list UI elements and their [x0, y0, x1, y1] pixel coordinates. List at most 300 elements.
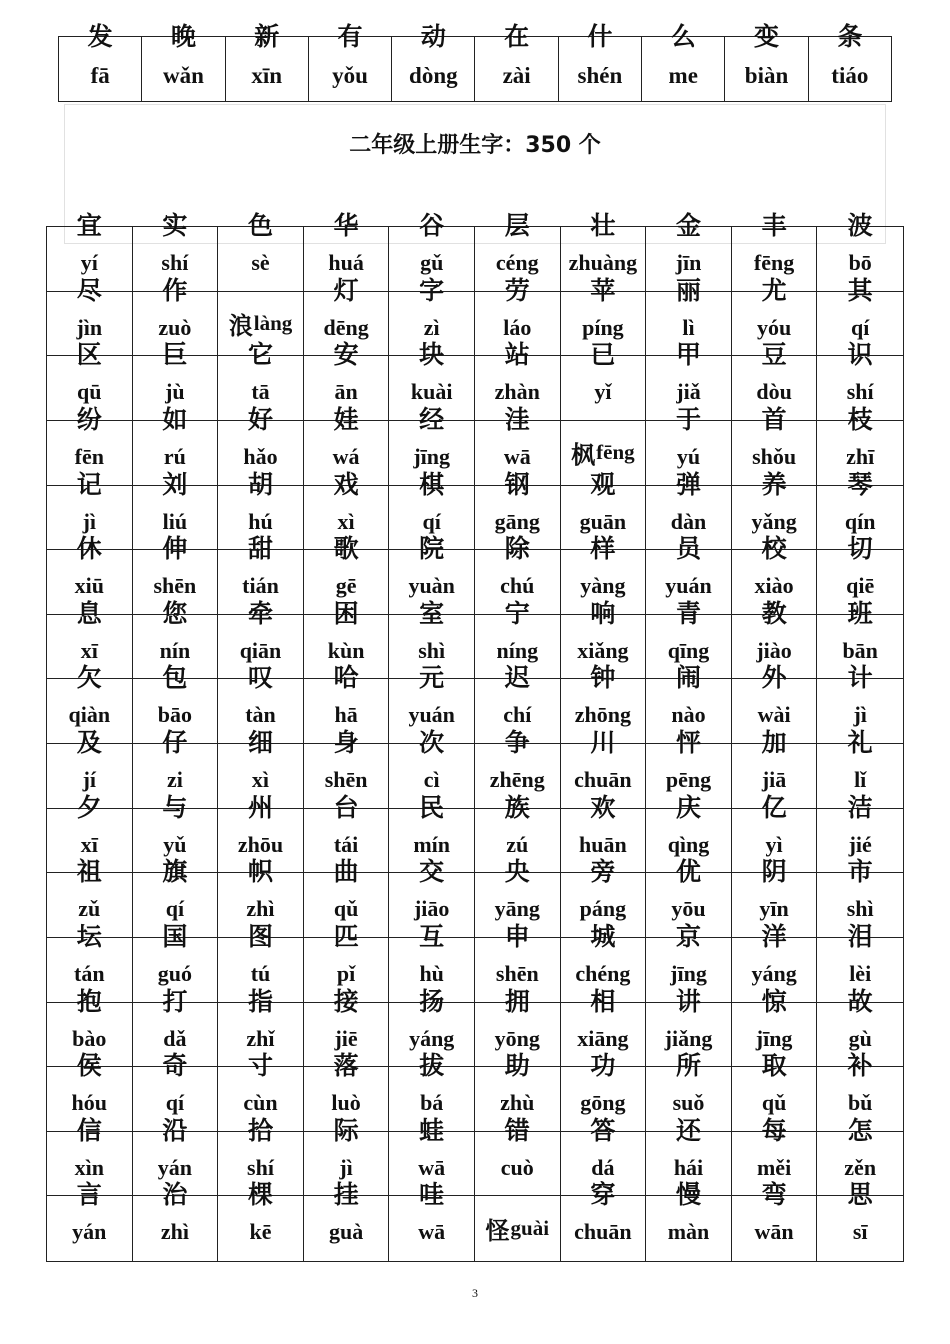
hanzi-character: 已	[590, 340, 616, 370]
hanzi-character: 波	[847, 211, 873, 240]
hanzi-character: 员	[675, 534, 701, 564]
pinyin-label: yāng	[494, 896, 540, 922]
pinyin-label: pēng	[665, 767, 712, 792]
pinyin-label: cuò	[500, 1154, 534, 1180]
hanzi-character: 宁	[504, 598, 530, 628]
pinyin-label: wài	[757, 702, 791, 728]
hanzi-character: 旗	[162, 857, 188, 887]
hanzi-character: 身	[333, 728, 359, 757]
pinyin-label: zhōu	[237, 831, 284, 857]
pinyin-label: zhōng	[574, 702, 632, 728]
hanzi-character: 穿	[590, 1180, 616, 1210]
hanzi-character: 块	[419, 340, 445, 370]
pinyin-label: píng	[582, 314, 624, 340]
pinyin-label: yǎng	[751, 508, 797, 534]
pinyin-label: zhàn	[494, 379, 540, 405]
pinyin-label: shì	[846, 896, 874, 922]
hanzi-character: 州	[247, 792, 273, 822]
pinyin-label: xiào	[754, 573, 794, 599]
pinyin-label: màn	[667, 1219, 710, 1245]
pinyin-label: shì	[418, 637, 446, 663]
pinyin-label: láo	[503, 314, 532, 340]
hanzi-character: 答	[590, 1115, 616, 1145]
pinyin-label: jīng	[670, 960, 707, 986]
hanzi-character: 治	[162, 1180, 188, 1210]
pinyin-label: nào	[671, 702, 706, 728]
pinyin-label: dǎ	[163, 1025, 187, 1051]
pinyin-label: bō	[848, 250, 872, 275]
pinyin-label: hóu	[71, 1090, 108, 1116]
pinyin-label: lì	[682, 314, 695, 340]
pinyin-label: tiáo	[831, 63, 869, 88]
top-strip-cell	[725, 22, 808, 101]
hanzi-character: 哇	[419, 1180, 445, 1210]
pinyin-label: xīn	[251, 63, 283, 88]
pinyin-label: hā	[334, 702, 358, 728]
hanzi-character: 落	[333, 1051, 359, 1081]
pinyin-label: dòu	[756, 379, 792, 405]
hanzi-character: 条	[837, 22, 863, 51]
top-strip-cell	[559, 22, 642, 101]
pinyin-label: hù	[419, 960, 444, 986]
hanzi-character: 晚	[170, 22, 196, 51]
pinyin-label: wǎn	[162, 63, 204, 88]
hanzi-character: 院	[419, 534, 445, 564]
hanzi-character: 民	[419, 792, 445, 822]
pinyin-label: shí	[846, 379, 874, 405]
top-strip-cell	[142, 22, 225, 101]
hanzi-character: 安	[333, 340, 359, 370]
hanzi-character: 班	[847, 598, 873, 628]
pinyin-label: yuàn	[408, 573, 455, 599]
pinyin-label: xiāng	[577, 1025, 629, 1051]
pinyin-label: guó	[157, 960, 193, 986]
pinyin-label: guài	[510, 1216, 550, 1241]
hanzi-character: 细	[247, 728, 273, 757]
pinyin-label: cì	[423, 767, 440, 792]
hanzi-character: 站	[504, 340, 530, 370]
hanzi-character: 礼	[847, 728, 873, 757]
hanzi-character: 计	[847, 663, 873, 693]
hanzi-character: 灯	[333, 275, 359, 305]
hanzi-character: 它	[247, 340, 273, 370]
pinyin-label: zhī	[846, 443, 875, 469]
pinyin-label: gē	[335, 573, 357, 599]
pinyin-label: lǐ	[854, 767, 867, 792]
hanzi-character: 伸	[162, 534, 188, 564]
hanzi-character: 尤	[761, 275, 787, 305]
hanzi-character: 打	[162, 986, 188, 1016]
pinyin-label: zǔ	[78, 896, 101, 922]
pinyin-label: qí	[851, 314, 870, 340]
grid-cell	[389, 1180, 475, 1261]
hanzi-character: 族	[504, 792, 530, 822]
hanzi-character: 响	[590, 598, 616, 628]
pinyin-label: xì	[337, 508, 355, 534]
pinyin-label: qǔ	[761, 1090, 787, 1116]
pinyin-label: rú	[163, 443, 186, 469]
hanzi-character: 所	[675, 1051, 701, 1081]
pinyin-label: jìn	[76, 314, 103, 340]
hanzi-character: 字	[419, 275, 445, 305]
pinyin-label: jiǎ	[676, 379, 701, 405]
hanzi-character: 样	[590, 534, 616, 564]
pinyin-label: zhì	[246, 896, 275, 922]
pinyin-label: yán	[72, 1219, 107, 1245]
hanzi-character: 怎	[847, 1115, 873, 1145]
pinyin-label: páng	[579, 896, 627, 922]
grid-cell	[218, 1180, 304, 1261]
hanzi-character: 拾	[247, 1115, 273, 1145]
hanzi-character: 色	[247, 211, 273, 240]
pinyin-label: huān	[579, 831, 627, 857]
hanzi-character: 刘	[162, 469, 188, 499]
hanzi-character: 巨	[162, 340, 188, 370]
hanzi-character: 作	[162, 275, 188, 305]
pinyin-label: yì	[765, 831, 783, 857]
hanzi-character: 京	[675, 921, 701, 951]
pinyin-label: qìng	[667, 831, 710, 857]
pinyin-label: shí	[247, 1154, 274, 1180]
hanzi-character: 么	[670, 22, 696, 51]
hanzi-character: 哈	[333, 663, 359, 693]
pinyin-label: lèi	[849, 960, 872, 986]
grid-cell	[646, 1180, 732, 1261]
hanzi-character: 际	[333, 1115, 359, 1145]
pinyin-label: jiā	[761, 767, 787, 792]
hanzi-character: 层	[504, 211, 530, 240]
pinyin-label: hú	[248, 508, 273, 534]
pinyin-label: yuán	[665, 573, 712, 599]
pinyin-label: qiān	[239, 637, 282, 663]
hanzi-character: 教	[761, 598, 787, 628]
pinyin-label: liú	[162, 508, 188, 534]
hanzi-character: 阴	[761, 857, 787, 887]
hanzi-character: 丰	[761, 211, 787, 240]
pinyin-label: zěn	[844, 1154, 877, 1180]
pinyin-label: chí	[503, 702, 532, 728]
hanzi-character: 庆	[675, 792, 701, 822]
hanzi-character: 琴	[847, 469, 873, 499]
hanzi-character: 您	[162, 598, 188, 628]
pinyin-label: jù	[165, 379, 185, 405]
hanzi-character: 新	[254, 22, 280, 51]
hanzi-character: 观	[590, 469, 616, 499]
hanzi-character: 扬	[419, 986, 445, 1016]
pinyin-label: shén	[577, 63, 623, 88]
pinyin-label: tàn	[245, 702, 276, 728]
hanzi-character: 城	[590, 921, 616, 951]
pinyin-label: qí	[165, 1090, 185, 1116]
pinyin-label: qiē	[846, 573, 875, 599]
hanzi-character: 讲	[675, 986, 701, 1016]
pinyin-label: dòng	[409, 63, 458, 88]
hanzi-character: 弹	[675, 469, 701, 499]
hanzi-character: 帜	[247, 857, 273, 887]
pinyin-label: zi	[166, 767, 183, 792]
hanzi-character: 助	[504, 1051, 530, 1081]
hanzi-character: 弯	[761, 1180, 787, 1210]
hanzi-character: 错	[504, 1115, 530, 1145]
hanzi-character: 泪	[847, 921, 873, 951]
hanzi-character: 拔	[419, 1051, 445, 1081]
pinyin-label: yán	[157, 1154, 193, 1180]
hanzi-character: 娃	[333, 404, 359, 434]
hanzi-character: 交	[419, 857, 445, 887]
page-number: 3	[472, 1286, 478, 1300]
hanzi-character: 好	[247, 404, 273, 434]
hanzi-character: 蛙	[419, 1115, 445, 1145]
pinyin-label: wā	[503, 443, 531, 469]
grid-cell	[47, 1180, 133, 1261]
pinyin-label: hǎo	[243, 443, 278, 469]
hanzi-character: 钟	[590, 663, 616, 693]
top-strip-cell	[642, 22, 725, 101]
pinyin-label: qǔ	[333, 896, 359, 922]
hanzi-character: 如	[162, 404, 188, 434]
hanzi-character: 每	[761, 1115, 787, 1145]
pinyin-label: luò	[331, 1090, 361, 1116]
pinyin-label: fēng	[596, 440, 635, 465]
pinyin-label: kē	[249, 1219, 272, 1245]
top-character-strip	[58, 22, 892, 102]
hanzi-character: 图	[247, 921, 273, 951]
hanzi-character: 室	[419, 598, 445, 628]
hanzi-character: 有	[337, 22, 363, 51]
pinyin-label: yǔ	[163, 831, 187, 857]
hanzi-character: 欢	[590, 792, 616, 822]
hanzi-character: 台	[333, 792, 359, 822]
top-strip-cell	[475, 22, 558, 101]
grid-cell	[817, 1180, 903, 1261]
pinyin-label: tán	[74, 960, 105, 986]
hanzi-character: 国	[162, 921, 188, 951]
hanzi-character: 与	[162, 792, 188, 822]
pinyin-label: xì	[251, 767, 270, 792]
pinyin-label: xī	[80, 637, 98, 663]
pinyin-label: qín	[844, 508, 876, 534]
hanzi-character: 争	[504, 728, 530, 757]
pinyin-label: dēng	[323, 314, 369, 340]
pinyin-label: guān	[579, 508, 627, 534]
hanzi-character: 校	[761, 534, 787, 564]
hanzi-character: 首	[761, 404, 787, 434]
hanzi-character: 外	[761, 663, 787, 693]
pinyin-label: zhǐ	[246, 1025, 275, 1051]
pinyin-label: tái	[333, 831, 359, 857]
pinyin-label: wān	[754, 1219, 794, 1245]
pinyin-label: shēn	[495, 960, 539, 986]
pinyin-label: me	[668, 63, 698, 88]
pinyin-label: gōng	[580, 1090, 626, 1116]
hanzi-character: 歌	[333, 534, 359, 564]
hanzi-character: 怪	[485, 1217, 510, 1246]
hanzi-character: 寸	[247, 1051, 273, 1081]
hanzi-character: 奇	[162, 1051, 188, 1081]
pinyin-label: yáng	[751, 960, 797, 986]
hanzi-character: 互	[419, 921, 445, 951]
pinyin-label: biàn	[744, 63, 789, 88]
top-strip-cell	[392, 22, 475, 101]
pinyin-label: qū	[77, 379, 102, 405]
hanzi-character: 切	[847, 534, 873, 564]
pinyin-label: zhēng	[489, 767, 545, 792]
pinyin-label: yǒu	[332, 63, 368, 88]
pinyin-label: guà	[328, 1219, 364, 1245]
pinyin-label: yǐ	[594, 379, 612, 405]
hanzi-character: 功	[590, 1051, 616, 1081]
hanzi-character: 棋	[419, 469, 445, 499]
hanzi-character: 补	[847, 1051, 873, 1081]
hanzi-character: 枫	[571, 441, 596, 470]
hanzi-character: 信	[76, 1115, 102, 1145]
hanzi-character: 记	[76, 469, 102, 499]
pinyin-label: làng	[253, 310, 293, 335]
grid-cell	[133, 1180, 219, 1261]
pinyin-label: yí	[80, 250, 98, 275]
hanzi-character: 浪	[228, 311, 253, 340]
hanzi-character: 祖	[76, 857, 102, 887]
hanzi-character: 思	[847, 1180, 873, 1210]
hanzi-character: 动	[420, 22, 446, 51]
hanzi-character: 取	[761, 1051, 787, 1081]
hanzi-character: 金	[675, 211, 701, 240]
hanzi-character: 加	[761, 728, 787, 757]
hanzi-character: 除	[504, 534, 530, 564]
hanzi-character: 仔	[162, 728, 188, 757]
pinyin-label: zhù	[500, 1090, 535, 1116]
pinyin-label: jiǎng	[664, 1025, 713, 1051]
hanzi-character: 在	[504, 22, 530, 51]
grid-cell	[561, 1180, 647, 1261]
pinyin-label: céng	[495, 250, 539, 275]
hanzi-character: 匹	[333, 921, 359, 951]
pinyin-label: sè	[251, 250, 270, 275]
hanzi-character: 市	[847, 857, 873, 887]
pinyin-label: fēng	[753, 250, 795, 275]
hanzi-character: 劳	[504, 275, 530, 305]
hanzi-character: 接	[333, 986, 359, 1016]
pinyin-label: wá	[332, 443, 360, 469]
pinyin-label: níng	[496, 637, 539, 663]
pinyin-label: tú	[250, 960, 271, 986]
pinyin-label: jiāo	[413, 896, 450, 922]
pinyin-label: jì	[339, 1154, 353, 1180]
pinyin-label: chuān	[574, 1219, 632, 1245]
hanzi-character: 什	[587, 22, 613, 51]
pinyin-label: shí	[161, 250, 189, 275]
pinyin-label: qí	[422, 508, 441, 534]
pinyin-label: jié	[848, 831, 872, 857]
hanzi-character: 旁	[590, 857, 616, 887]
hanzi-character: 困	[333, 598, 359, 628]
pinyin-label: zhì	[160, 1219, 189, 1245]
hanzi-character: 休	[76, 534, 102, 564]
pinyin-label: jīng	[413, 443, 451, 469]
pinyin-label: chú	[500, 573, 535, 599]
pinyin-label: měi	[756, 1154, 792, 1180]
pinyin-label: bào	[72, 1025, 107, 1051]
pinyin-label: dàn	[670, 508, 707, 534]
hanzi-character: 戏	[333, 469, 359, 499]
pinyin-label: hái	[673, 1154, 704, 1180]
pinyin-label: zuò	[158, 314, 192, 340]
page-title: 二年级上册生字：350 个	[349, 133, 601, 158]
hanzi-character: 实	[162, 211, 188, 240]
hanzi-character: 壮	[590, 211, 616, 240]
hanzi-character: 识	[847, 340, 873, 370]
hanzi-character: 抱	[76, 986, 102, 1016]
top-strip-cell	[309, 22, 392, 101]
hanzi-character: 甲	[675, 340, 701, 370]
hanzi-character: 拥	[504, 986, 530, 1016]
hanzi-character: 钢	[504, 469, 530, 499]
pinyin-label: kùn	[327, 637, 365, 663]
pinyin-label: shǒu	[752, 443, 797, 469]
hanzi-character: 川	[590, 728, 616, 757]
pinyin-label: jí	[82, 767, 97, 792]
hanzi-character: 次	[419, 728, 445, 757]
hanzi-character: 苹	[590, 275, 616, 305]
pinyin-label: chéng	[575, 960, 631, 986]
pinyin-label: jiào	[756, 637, 792, 663]
pinyin-label: tā	[251, 379, 270, 405]
hanzi-character: 经	[419, 404, 445, 434]
pinyin-label: shēn	[324, 767, 368, 792]
hanzi-character: 青	[675, 598, 701, 628]
hanzi-character: 相	[590, 986, 616, 1016]
hanzi-character: 欠	[76, 663, 102, 693]
pinyin-label: kuài	[410, 379, 453, 405]
hanzi-character: 谷	[419, 211, 445, 240]
top-strip-cell	[809, 22, 891, 101]
hanzi-character: 棵	[247, 1180, 273, 1210]
hanzi-character: 慢	[675, 1180, 701, 1210]
pinyin-label: jīn	[675, 250, 702, 275]
pinyin-label: cùn	[243, 1090, 278, 1116]
grid-cell	[475, 1196, 561, 1261]
hanzi-character: 发	[87, 22, 113, 51]
hanzi-character: 故	[847, 986, 873, 1016]
hanzi-character: 其	[847, 275, 873, 305]
pinyin-label: gù	[848, 1025, 872, 1051]
pinyin-label: dá	[591, 1154, 615, 1180]
grid-cell	[218, 211, 304, 292]
hanzi-character: 豆	[761, 340, 787, 370]
pinyin-label: yú	[676, 443, 701, 469]
hanzi-character: 洼	[504, 404, 530, 434]
pinyin-label: mín	[413, 831, 451, 857]
pinyin-label: wā	[418, 1154, 446, 1180]
hanzi-character: 央	[504, 857, 530, 887]
hanzi-character: 元	[419, 663, 445, 693]
hanzi-character: 亿	[761, 792, 787, 822]
hanzi-character: 侯	[76, 1051, 102, 1081]
pinyin-label: suǒ	[672, 1090, 705, 1116]
hanzi-character: 申	[504, 921, 530, 951]
hanzi-character: 还	[675, 1115, 701, 1145]
pinyin-label: wā	[418, 1219, 446, 1245]
pinyin-label: chuān	[574, 767, 632, 792]
pinyin-label: tián	[242, 573, 279, 599]
hanzi-character: 区	[76, 340, 102, 370]
hanzi-character: 言	[76, 1180, 102, 1210]
pinyin-label: xiū	[74, 573, 104, 599]
hanzi-character: 及	[76, 728, 102, 757]
pinyin-label: bǔ	[847, 1090, 873, 1116]
hanzi-character: 挂	[333, 1180, 359, 1210]
pinyin-label: bá	[420, 1090, 444, 1116]
